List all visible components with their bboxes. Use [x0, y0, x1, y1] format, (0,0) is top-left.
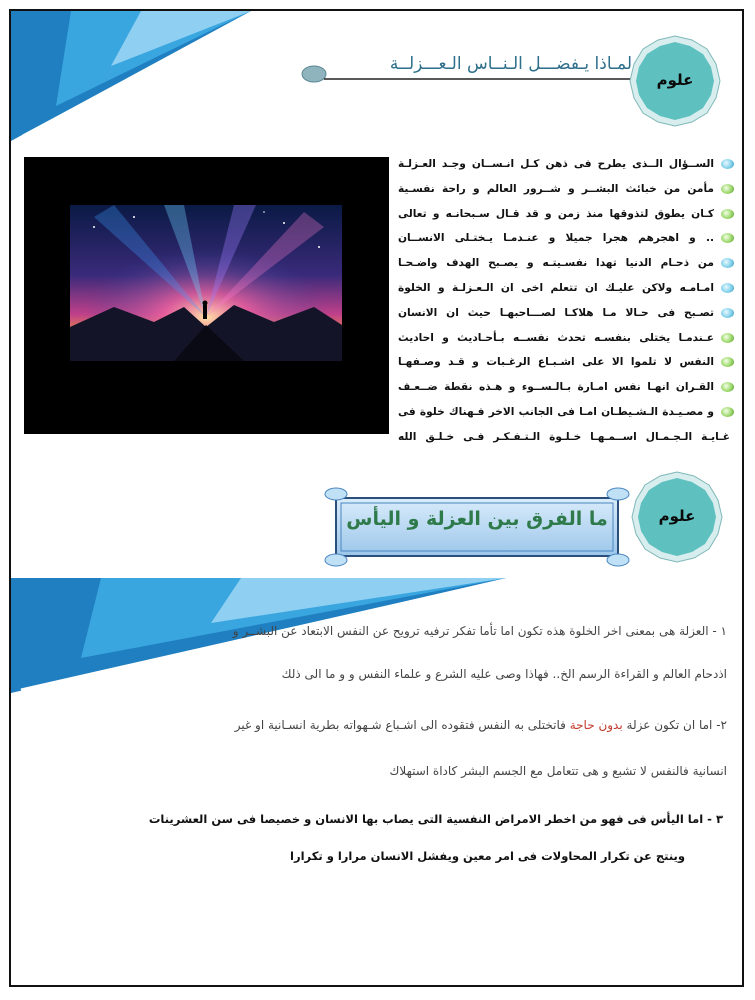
bullet-line: كـان يطوق لتذوقها منذ زمن و قد قـال سـبحانـه و تعالى: [398, 202, 736, 227]
bullet-line: القـران انهـا نفس امـارة بـالـســوء و هـذه نقطة ضــعـف: [398, 375, 736, 400]
bullet-line: تصـبح فى حـالا مـا هلاكـا لصـــاحبهـا حيث ان الانسان: [398, 301, 736, 326]
bullet-line: مأمن من خبائث البشــر و شــرور العالم و راحة نفسـية: [398, 177, 736, 202]
p2-text-after: فاتختلى به النفس فتقوده الى اشـباع شـهواته بطرية انسـانية او غير: [234, 718, 566, 732]
cosmic-image: [24, 157, 389, 434]
section1-bullet-list: [398, 152, 736, 450]
section1-badge: [628, 34, 722, 128]
bullet-line: غـايـة الـجـمـال اســمـهـا خـلـوة الـتـفـكـر فـى خـلـق الله: [398, 430, 730, 443]
section2-title: ما الفرق بين العزلة و اليأس: [346, 508, 608, 530]
corner-triangle-decoration: [11, 11, 256, 146]
paragraph3-line2: وينتج عن تكرار المحاولات فى امر معين ويفشل الانسان مرارا و تكرارا: [290, 849, 685, 863]
bullet-line: عـندمـا يختلى بنفسـه تحدث نفســه بـأحـاديث و احاديث: [398, 326, 736, 351]
section2-badge-label: علوم: [658, 507, 696, 525]
bullet-line: من ذحـام الدنيا تهدا نفسـيتـه و يصـبح الهدف واضـحـا: [398, 251, 736, 276]
paragraph2-line1: [27, 718, 727, 732]
section2-badge: [630, 470, 724, 564]
p2-red-phrase: بدون حاجة: [569, 718, 623, 732]
bullet-line: و مصـيـدة الـشـيطـان امـا فى الجانب الاخر فـهناك خلوة فى: [398, 400, 736, 425]
section1-badge-label: علوم: [656, 71, 694, 89]
paragraph1-line1: ١ - العزلة هى بمعنى اخر الخلوة هذه تكون اما تأما تفكر ترفيه ترويح عن النفس الابتعاد عن البشــر و: [232, 624, 727, 638]
paragraph3-line1: ٣ - اما اليأس فى فهو من اخطر الامراض النفسية التى يصاب بها الانسان و خصيصا فى سن العشرينات: [148, 812, 723, 826]
bullet-line: الســؤال الــذى يطرح فى ذهن كـل انـســان وجـد العـزلـة: [398, 152, 736, 177]
section2-title-banner: [322, 484, 632, 570]
bullet-line: .. و اهجرهم هجرا جميلا و عنـدمـا يـختـلى الانســان: [398, 226, 736, 251]
section1-title: لمـاذا يـفضـــل الـنــاس الـعـــزلــة: [389, 54, 632, 74]
bullet-line: النفس لا تلموا الا على اشـبـاع الرغـبات و قـد وصـفهـا: [398, 350, 736, 375]
bullet-line: امـامـه ولاكن عليـك ان تتعلم اخى ان الـعـزلـة و الخلوة: [398, 276, 736, 301]
paragraph1-line2: اذدحام العالم و القراءة الرسم الخ.. فهاذا وصى عليه الشرع و علماء النفس و و ما الى ذلك: [281, 667, 727, 681]
paragraph2-line2: انسانية فالنفس لا تشبع و هى تتعامل مع الجسم البشر كاداة استهلاك: [389, 764, 727, 778]
p2-text-before: ٢- اما ان تكون عزلة: [626, 718, 727, 732]
